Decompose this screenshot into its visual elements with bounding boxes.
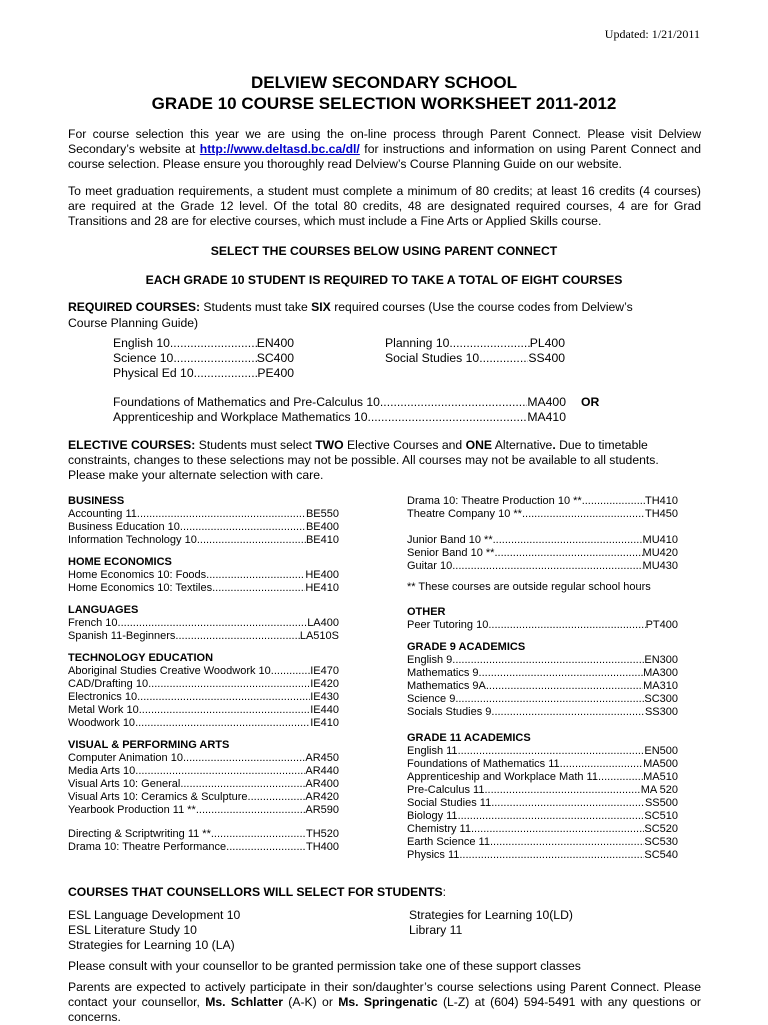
section-heading: BUSINESS	[68, 495, 125, 507]
elective-intro: ELECTIVE COURSES: Students must select TWO Elective Courses and ONE Alternative. Due to timetable	[68, 438, 648, 452]
section-heading: LANGUAGES	[68, 604, 139, 616]
course-row: Drama 10: Theatre Production 10 ** ..... TH410	[407, 495, 678, 508]
updated-date: Updated: 1/21/2011	[604, 27, 700, 41]
required-intro-line2: Course Planning Guide)	[68, 316, 199, 330]
course-row: Chemistry 11 ..... SC520	[407, 823, 678, 836]
course-row: Planning 10 ..... PL400	[385, 336, 565, 351]
school-name: DELVIEW SECONDARY SCHOOL	[250, 73, 518, 92]
elective-line3: Please make your alternate selection with care.	[68, 468, 324, 482]
worksheet-title: GRADE 10 COURSE SELECTION WORKSHEET 2011-2012	[151, 94, 617, 113]
course-row: Physical Ed 10 ..... PE400	[113, 366, 294, 381]
course-row: Computer Animation 10 ..... AR450	[68, 752, 339, 765]
elective-label: ELECTIVE COURSES:	[68, 438, 196, 452]
course-row: Mathematics 9A ..... MA310	[407, 680, 678, 693]
course-row: Woodwork 10 ..... IE410	[68, 717, 339, 730]
course-row: Senior Band 10 ** ..... MU420	[407, 547, 678, 560]
course-row: Socials Studies 9 ..... SS300	[407, 706, 678, 719]
course-row: CAD/Drafting 10 ..... IE420	[68, 678, 339, 691]
parents-paragraph: Parents are expected to actively participate in their son/daughter’s course selections using Parent Connect. Please contact your counsellor, Ms. Schlatter (A-K) or Ms. Springenatic (L-Z) at (604) 594-5491 with any questions or concerns.	[68, 980, 701, 1024]
course-row: Apprenticeship and Workplace Mathematics 10 ..... MA410	[113, 410, 566, 425]
section-heading: OTHER	[407, 606, 446, 618]
course-row: Science 10 ..... SC400	[113, 351, 294, 366]
course-row: Media Arts 10 ..... AR440	[68, 765, 339, 778]
course-row: Mathematics 9 ..... MA300	[407, 667, 678, 680]
math-or: OR	[581, 395, 600, 409]
eight-courses-heading: EACH GRADE 10 STUDENT IS REQUIRED TO TAKE A TOTAL OF EIGHT COURSES	[145, 273, 623, 287]
course-row: Earth Science 11 ..... SC530	[407, 836, 678, 849]
counsellor-name: Ms. Springenatic	[338, 995, 438, 1009]
counsellor-course: Strategies for Learning 10(LD)	[409, 908, 573, 922]
section-heading: HOME ECONOMICS	[68, 556, 172, 568]
delview-website-link[interactable]: http://www.deltasd.bc.ca/dl/	[199, 142, 360, 156]
counsellor-name: Ms. Schlatter	[205, 995, 283, 1009]
course-row: English 10 ..... EN400	[113, 336, 294, 351]
select-heading: SELECT THE COURSES BELOW USING PARENT CONNECT	[210, 244, 558, 258]
intro-paragraph: For course selection this year we are using the on-line process through Parent Connect. Please visit Delview Secondary’s website at http://www.deltasd.bc.ca/dl/ for instructions and information on using Parent Connect and course selection. Please ensure you thoroughly read Delview’s Course Planning Guide on our website.	[68, 127, 701, 171]
course-row: Directing & Scriptwriting 11 ** ..... TH520	[68, 828, 339, 841]
course-row: Accounting 11 ..... BE550	[68, 508, 339, 521]
section-heading: TECHNOLOGY EDUCATION	[68, 652, 214, 664]
course-row: Business Education 10 ..... BE400	[68, 521, 339, 534]
section-heading: GRADE 9 ACADEMICS	[407, 641, 526, 653]
course-row: Biology 11 ..... SC510	[407, 810, 678, 823]
course-row: French 10 ..... LA400	[68, 617, 339, 630]
course-row: Yearbook Production 11 ** ..... AR590	[68, 804, 339, 817]
graduation-paragraph: To meet graduation requirements, a student must complete a minimum of 80 credits; at least 16 credits (4 courses) are required at the Grade 12 level. Of the total 80 credits, 48 are designated required courses, 4 are for Grad Transitions and 28 are for elective courses, which must include a Fine Arts or Applied Skills course.	[68, 184, 701, 228]
course-row: Social Studies 11 ..... SS500	[407, 797, 678, 810]
counsellors-heading: COURSES THAT COUNSELLORS WILL SELECT FOR STUDENTS:	[68, 885, 447, 899]
course-row: Foundations of Mathematics 11 ..... MA500	[407, 758, 678, 771]
course-row: English 11 ..... EN500	[407, 745, 678, 758]
elective-right-column	[407, 495, 678, 862]
course-row: Social Studies 10 ..... SS400	[385, 351, 565, 366]
course-row: Junior Band 10 ** ..... MU410	[407, 534, 678, 547]
counsellor-course: Library 11	[409, 923, 463, 937]
course-row: Home Economics 10: Foods ..... HE400	[68, 569, 339, 582]
consult-note: Please consult with your counsellor to be granted permission take one of these support classes	[68, 959, 581, 973]
math-options	[113, 395, 566, 425]
required-left-list	[113, 336, 294, 381]
elective-line2: constraints, changes to these selections may not be possible. All courses may not be available to all students.	[68, 453, 659, 467]
course-row: Guitar 10 ..... MU430	[407, 560, 678, 573]
counsellor-course: ESL Literature Study 10	[68, 923, 197, 937]
required-right-list	[385, 336, 565, 366]
course-row: Home Economics 10: Textiles ..... HE410	[68, 582, 339, 595]
section-heading: VISUAL & PERFORMING ARTS	[68, 739, 230, 751]
course-row: Physics 11 ..... SC540	[407, 849, 678, 862]
section-heading: GRADE 11 ACADEMICS	[407, 732, 531, 744]
course-row: Electronics 10 ..... IE430	[68, 691, 339, 704]
course-row: Peer Tutoring 10 ..... PT400	[407, 619, 678, 632]
course-row: Metal Work 10 ..... IE440	[68, 704, 339, 717]
counsellor-course: Strategies for Learning 10 (LA)	[68, 938, 235, 952]
course-row: Information Technology 10 ..... BE410	[68, 534, 339, 547]
elective-left-column	[68, 494, 339, 854]
required-label: REQUIRED COURSES:	[68, 300, 201, 314]
course-row: Theatre Company 10 ** ..... TH450	[407, 508, 678, 521]
course-row: Spanish 11-Beginners ..... LA510S	[68, 630, 339, 643]
course-row: Science 9 ..... SC300	[407, 693, 678, 706]
course-row: Drama 10: Theatre Performance ..... TH400	[68, 841, 339, 854]
course-row: Pre-Calculus 11 ..... MA 520	[407, 784, 678, 797]
outside-hours-note: ** These courses are outside regular school hours	[407, 581, 651, 593]
course-row: Foundations of Mathematics and Pre-Calculus 10 ..... MA400	[113, 395, 566, 410]
counsellor-course: ESL Language Development 10	[68, 908, 241, 922]
course-row: Aboriginal Studies Creative Woodwork 10 ..... IE470	[68, 665, 339, 678]
course-row: Visual Arts 10: General ..... AR400	[68, 778, 339, 791]
required-intro: REQUIRED COURSES: Students must take SIX required courses (Use the course codes from Delview’s	[68, 300, 633, 314]
course-row: Visual Arts 10: Ceramics & Sculpture ..... AR420	[68, 791, 339, 804]
course-row: English 9 ..... EN300	[407, 654, 678, 667]
course-row: Apprenticeship and Workplace Math 11 ..... MA510	[407, 771, 678, 784]
